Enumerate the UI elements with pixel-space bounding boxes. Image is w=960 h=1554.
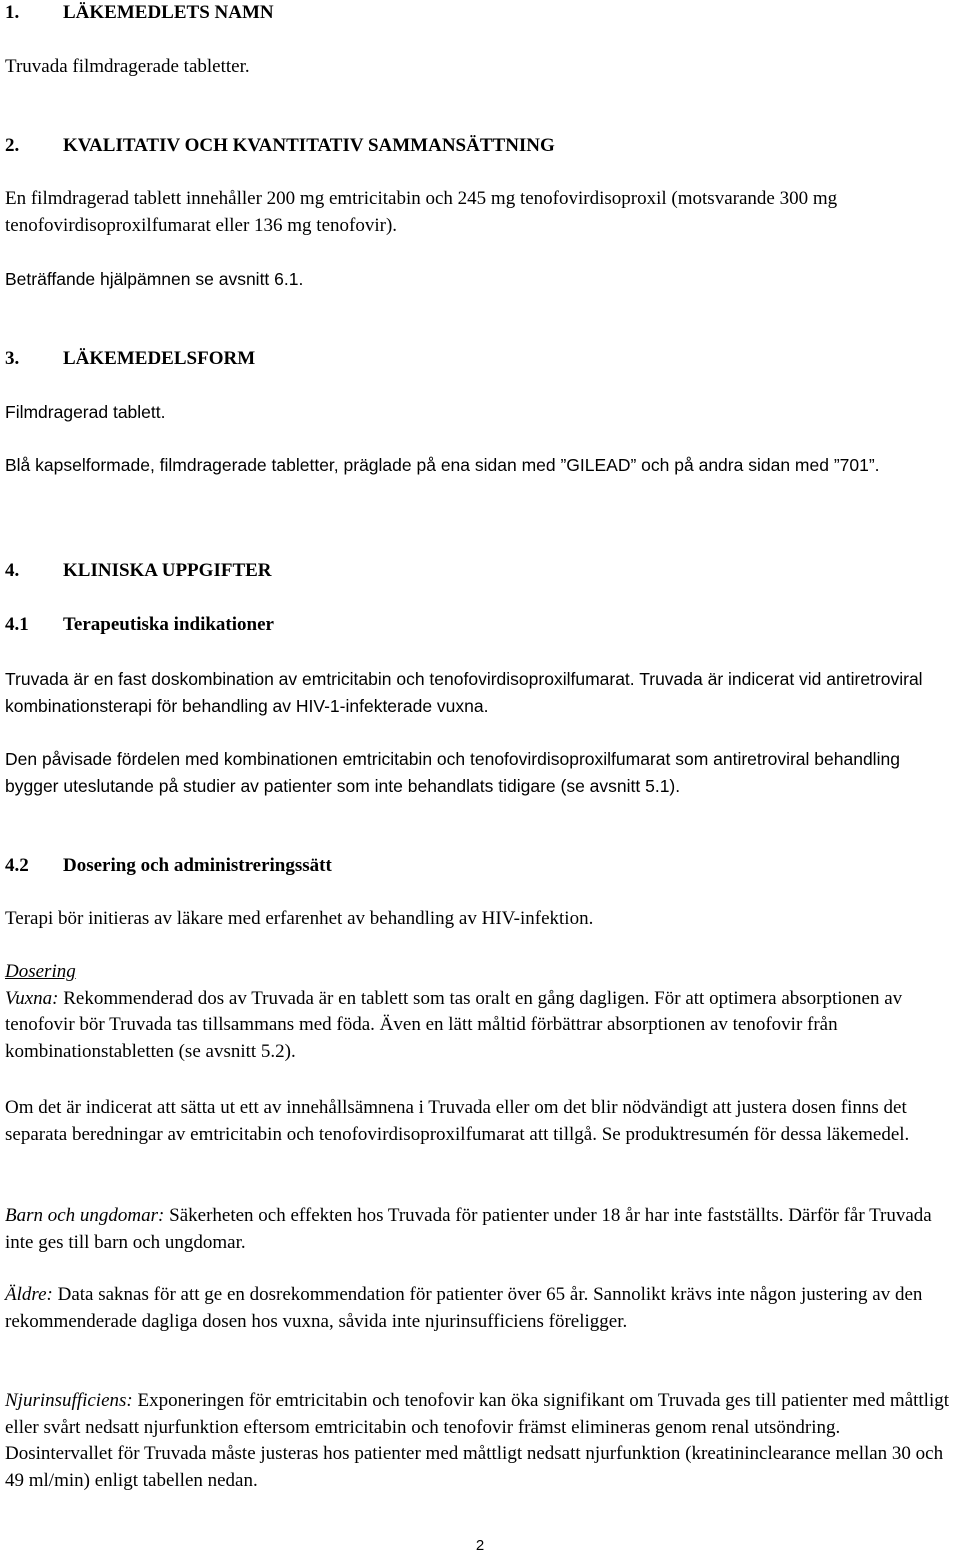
separate-formulations-text: Om det är indicerat att sätta ut ett av innehållsämnena i Truvada eller om det blir nödvändigt att justera dosen finns det separata beredningar av emtricitabin och tenofovirdisoproxilfumarat att tillgå. Se produktresumén för dessa läkemedel. xyxy=(5,1097,910,1145)
section-3-heading xyxy=(5,346,952,373)
elderly-paragraph xyxy=(5,1282,952,1335)
children-paragraph xyxy=(5,1203,952,1256)
section-title: LÄKEMEDLETS NAMN xyxy=(63,2,274,23)
section-1-heading xyxy=(5,0,952,27)
section-4-1-heading xyxy=(5,612,952,639)
vuxna-label: Vuxna: xyxy=(5,987,59,1009)
section-number: 4.2 xyxy=(5,855,29,876)
section-title: KVALITATIV OCH KVANTITATIV SAMMANSÄTTNING xyxy=(63,135,555,156)
excipients-note: Beträffande hjälpämnen se avsnitt 6.1. xyxy=(5,269,304,289)
therapy-initiation-text: Terapi bör initieras av läkare med erfarenhet av behandling av HIV-infektion. xyxy=(5,908,594,929)
composition-text: En filmdragerad tablett innehåller 200 mg emtricitabin och 245 mg tenofovirdisoproxil (motsvarande 300 mg tenofovirdisoproxilfumarat eller 136 mg tenofovir). xyxy=(5,188,838,236)
section-number: 4.1 xyxy=(5,614,29,635)
section-2-heading xyxy=(5,133,952,160)
section-title: LÄKEMEDELSFORM xyxy=(63,348,256,369)
pharmaceutical-form-text: Filmdragerad tablett. xyxy=(5,402,166,422)
product-name-text: Truvada filmdragerade tabletter. xyxy=(5,56,250,77)
njur-text: Exponeringen för emtricitabin och tenofovir kan öka signifikant om Truvada ges till patienter med måttligt eller svårt nedsatt njurfunktion eftersom emtricitabin och tenofovir främst elimineras genom renal utsöndring. Dosintervallet för Truvada måste justeras hos patienter med måttligt nedsatt njurfunktion (kreatininclearance mellan 30 och 49 ml/min) enligt tabellen nedan. xyxy=(5,1390,950,1491)
vuxna-text: Rekommenderad dos av Truvada är en tablett som tas oralt en gång dagligen. För att optimera absorptionen av tenofovir bör Truvada tas tillsammans med föda. Även en lätt måltid förbättrar absorptionen av tenofovir från kombinationstabletten (se avsnitt 5.2). xyxy=(5,987,903,1062)
indications-paragraph-1: Truvada är en fast doskombination av emtricitabin och tenofovirdisoproxilfumarat. Truvada är indicerat vid antiretroviral kombinationsterapi för behandling av HIV-1-infekterade vuxna. xyxy=(5,669,923,716)
dosing-paragraph xyxy=(5,959,952,1065)
page-number: 2 xyxy=(475,1537,485,1554)
njur-label: Njurinsufficiens: xyxy=(5,1390,133,1411)
section-number: 3. xyxy=(5,348,20,369)
section-number: 4. xyxy=(5,560,20,581)
section-4-2-heading xyxy=(5,853,952,880)
section-title: Terapeutiska indikationer xyxy=(63,614,274,635)
aldre-label: Äldre: xyxy=(5,1284,53,1305)
section-title: Dosering och administreringssätt xyxy=(63,855,332,876)
section-title: KLINISKA UPPGIFTER xyxy=(63,560,272,581)
tablet-description-text: Blå kapselformade, filmdragerade tabletter, präglade på ena sidan med ”GILEAD” och på andra sidan med ”701”. xyxy=(5,455,880,475)
indications-paragraph-2: Den påvisade fördelen med kombinationen emtricitabin och tenofovirdisoproxilfumarat som antiretroviral behandling bygger uteslutande på studier av patienter som inte behandlats tidigare (se avsnitt 5.1). xyxy=(5,749,900,796)
dosering-subheading: Dosering xyxy=(5,961,76,982)
section-4-heading xyxy=(5,558,952,585)
section-number: 2. xyxy=(5,135,20,156)
aldre-text: Data saknas för att ge en dosrekommendation för patienter över 65 år. Sannolikt krävs inte någon justering av den rekommenderade dagliga dosen hos vuxna, såvida inte njurinsufficiens föreligger. xyxy=(5,1284,923,1332)
barn-label: Barn och ungdomar: xyxy=(5,1205,165,1226)
renal-impairment-paragraph xyxy=(5,1388,952,1494)
barn-text: Säkerheten och effekten hos Truvada för patienter under 18 år har inte fastställts. Därför får Truvada inte ges till barn och ungdomar. xyxy=(5,1205,932,1253)
section-number: 1. xyxy=(5,2,20,23)
